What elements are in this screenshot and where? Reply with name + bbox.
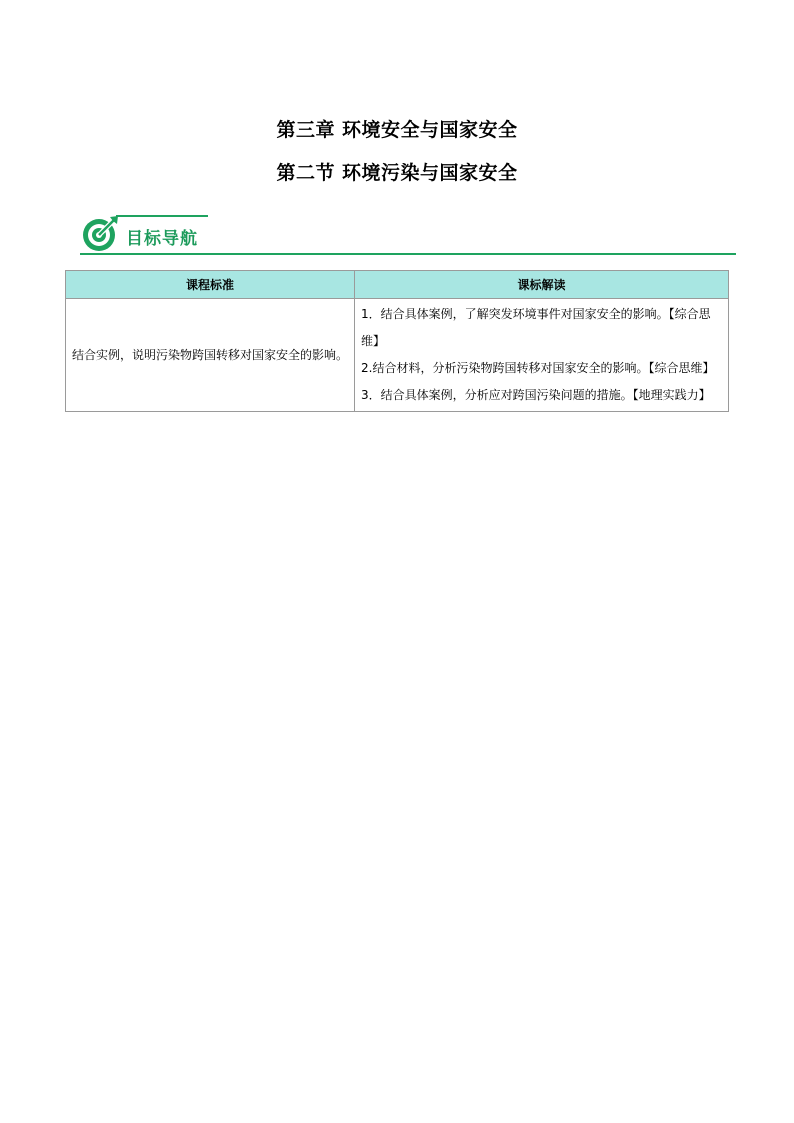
interpretation-item-3: 3．结合具体案例，分析应对跨国污染问题的措施。【地理实践力】 bbox=[361, 388, 711, 402]
header-standard-interpretation: 课标解读 bbox=[355, 271, 729, 299]
banner-top-rule bbox=[116, 215, 208, 217]
banner-bottom-rule bbox=[80, 253, 736, 255]
chapter-title: 第三章 环境安全与国家安全 bbox=[276, 119, 518, 141]
table-header-row bbox=[66, 271, 729, 299]
banner-label: 目标导航 bbox=[126, 229, 198, 249]
header-course-standard: 课程标准 bbox=[66, 271, 355, 299]
curriculum-table bbox=[65, 270, 729, 412]
course-standard-cell: 结合实例，说明污染物跨国转移对国家安全的影响。 bbox=[66, 299, 355, 412]
goal-navigation-banner bbox=[80, 212, 736, 258]
interpretation-item-2: 2.结合材料，分析污染物跨国转移对国家安全的影响。【综合思维】 bbox=[361, 361, 715, 375]
target-arrow-icon bbox=[80, 212, 122, 254]
interpretation-item-1: 1．结合具体案例，了解突发环境事件对国家安全的影响。【综合思维】 bbox=[361, 307, 711, 348]
section-title: 第二节 环境污染与国家安全 bbox=[276, 162, 518, 184]
interpretation-cell bbox=[355, 299, 729, 412]
table-row bbox=[66, 299, 729, 412]
